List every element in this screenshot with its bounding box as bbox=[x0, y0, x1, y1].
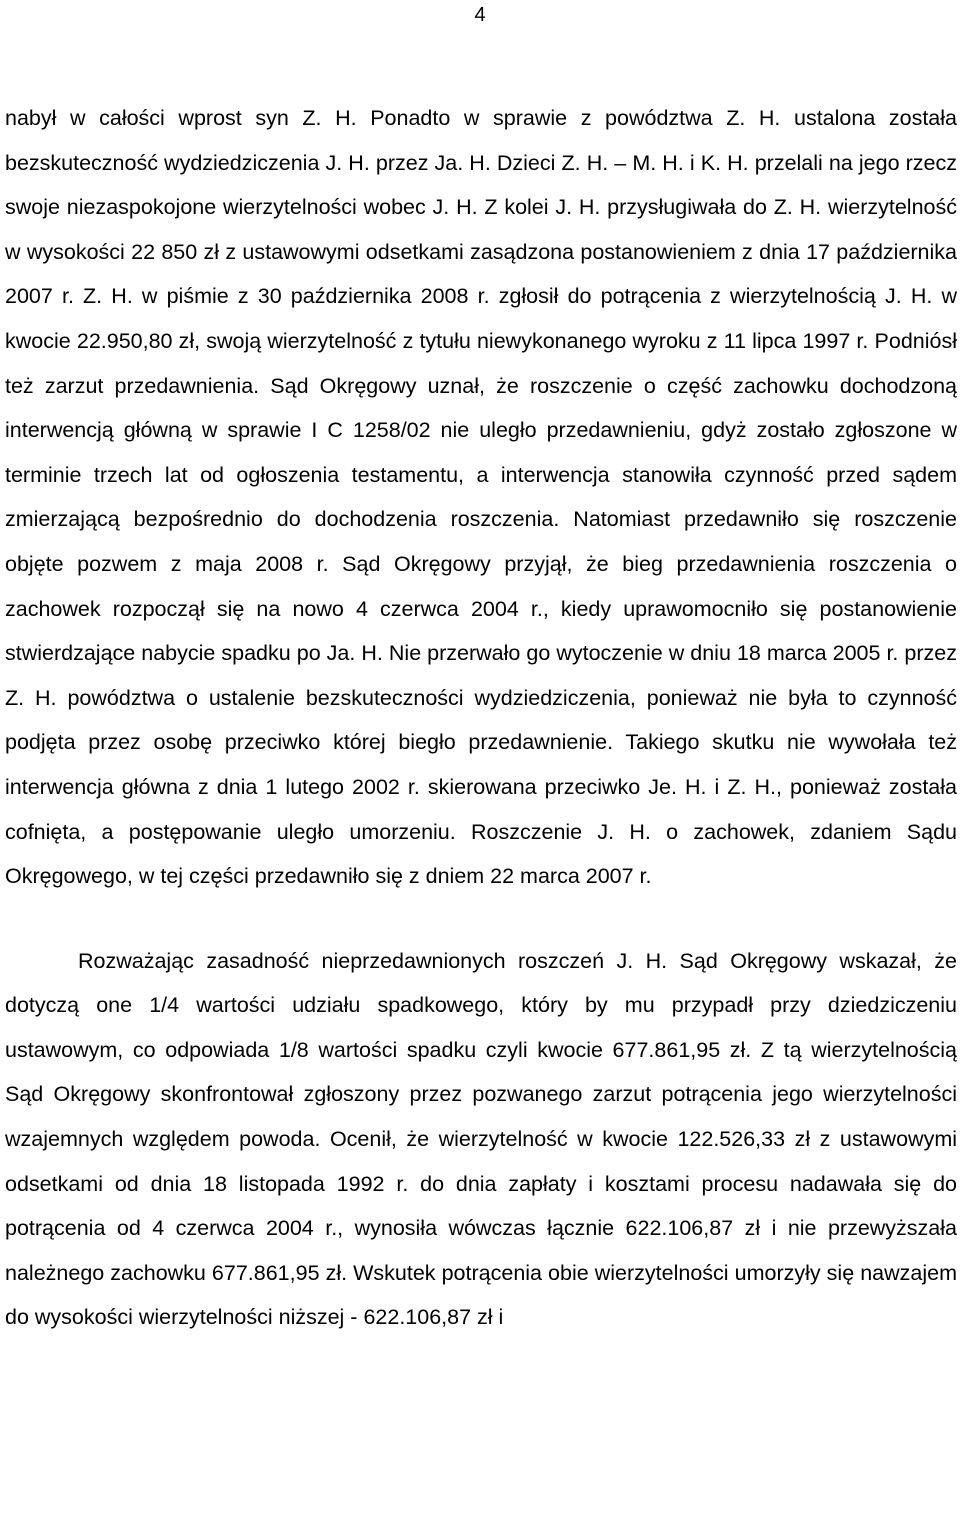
page-number: 4 bbox=[474, 4, 486, 26]
paragraph-rozwazajac: Rozważając zasadność nieprzedawnionych roszczeń J. H. Sąd Okręgowy wskazał, że dotyczą one 1/4 wartości udziału spadkowego, który by mu przypadł przy dziedziczeniu ustawowym, co odpowiada 1/8 wartości spadku czyli kwocie 677.861,95 zł. Z tą wierzytelnością Sąd Okręgowy skonfrontował zgłoszony przez pozwanego zarzut potrącenia jego wierzytelności wzajemnych względem powoda. Ocenił, że wierzytelność w kwocie 122.526,33 zł z ustawowymi odsetkami od dnia 18 listopada 1992 r. do dnia zapłaty i kosztami procesu nadawała się do potrącenia od 4 czerwca 2004 r., wynosiła wówczas łącznie 622.106,87 zł i nie przewyższała należnego zachowku 677.861,95 zł. Wskutek potrącenia obie wierzytelności umorzyły się nawzajem do wysokości wierzytelności niższej - 622.106,87 zł i bbox=[5, 948, 957, 1330]
paragraph-continuation: nabył w całości wprost syn Z. H. Ponadto w sprawie z powództwa Z. H. ustalona została bezskuteczność wydziedziczenia J. H. przez Ja. H. Dzieci Z. H. – M. H. i K. H. przelali na jego rzecz swoje niezaspokojone wierzytelności wobec J. H. Z kolei J. H. przysługiwała do Z. H. wierzytelność w wysokości 22 850 zł z ustawowymi odsetkami zasądzona postanowieniem z dnia 17 października 2007 r. Z. H. w piśmie z 30 października 2008 r. zgłosił do potrącenia z wierzytelnością J. H. w kwocie 22.950,80 zł, swoją wierzytelność z tytułu niewykonanego wyroku z 11 lipca 1997 r. Podniósł też zarzut przedawnienia. Sąd Okręgowy uznał, że roszczenie o część zachowku dochodzoną interwencją główną w sprawie I C 1258/02 nie uległo przedawnieniu, gdyż zostało zgłoszone w terminie trzech lat od ogłoszenia testamentu, a interwencja stanowiła czynność przed sądem zmierzającą bezpośrednio do dochodzenia roszczenia. Natomiast przedawniło się roszczenie objęte pozwem z maja 2008 r. Sąd Okręgowy przyjął, że bieg przedawnienia roszczenia o zachowek rozpoczął się na nowo 4 czerwca 2004 r., kiedy uprawomocniło się postanowienie stwierdzające nabycie spadku po Ja. H. Nie przerwało go wytoczenie w dniu 18 marca 2005 r. przez Z. H. powództwa o ustalenie bezskuteczności wydziedziczenia, ponieważ nie była to czynność podjęta przez osobę przeciwko której biegło przedawnienie. Takiego skutku nie wywołała też interwencja główna z dnia 1 lutego 2002 r. skierowana przeciwko Je. H. i Z. H., ponieważ została cofnięta, a postępowanie uległo umorzeniu. Roszczenie J. H. o zachowek, zdaniem Sądu Okręgowego, w tej części przedawniło się z dniem 22 marca 2007 r. bbox=[5, 106, 957, 889]
document-body bbox=[5, 96, 957, 1340]
